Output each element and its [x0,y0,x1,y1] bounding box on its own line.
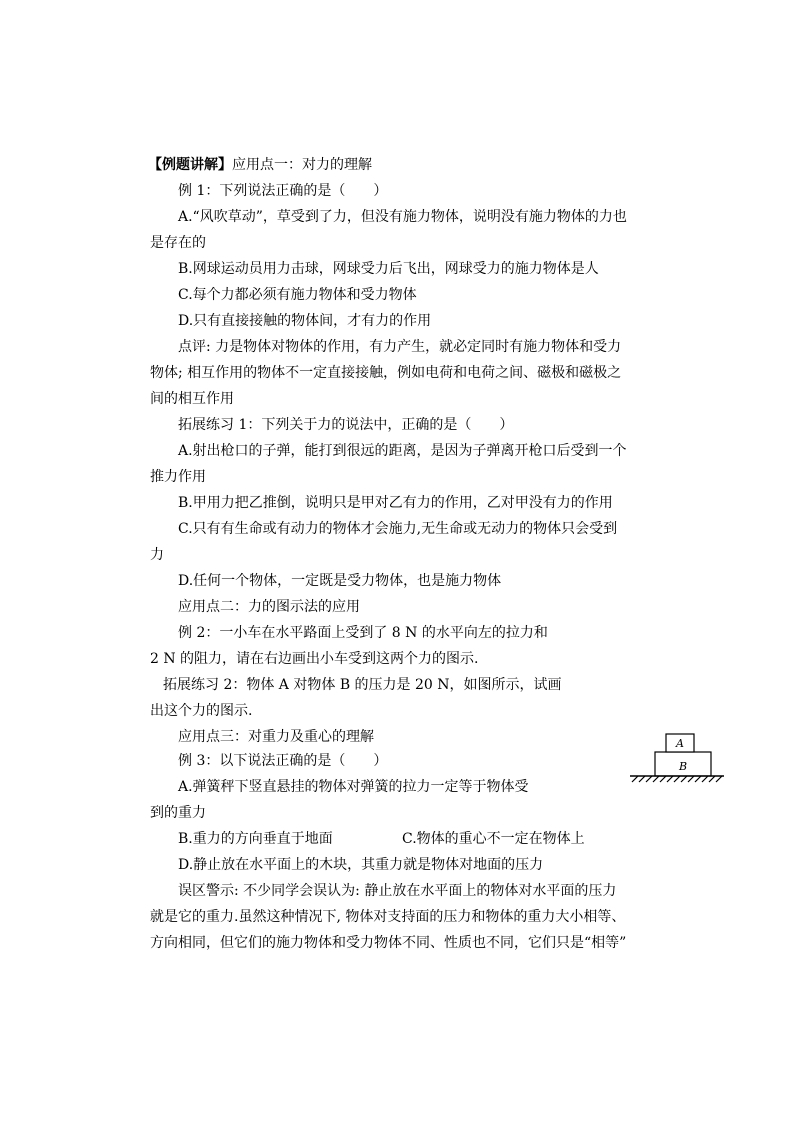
example-3-option-b: B.重力的方向垂直于地面 [178,831,333,847]
extension-1-option-c-cont: 力 [150,547,164,563]
block-figure [628,728,728,788]
section-header [148,156,372,174]
example-3-option-d: D.静止放在水平面上的木块，其重力就是物体对地面的压力 [178,857,544,873]
misconception-warning: 误区警示: 不少同学会误认为: 静止放在水平面上的物体对水平面的压力 [178,883,617,899]
extension-1-option-a-cont: 推力作用 [150,469,206,485]
misconception-warning-cont-2: 方向相同，但它们的施力物体和受力物体不同、性质也不同，它们只是“相等” [150,935,627,951]
example-3-question: 例 3：以下说法正确的是（ ） [178,753,388,769]
extension-1-question: 拓展练习 1：下列关于力的说法中，正确的是（ ） [178,417,514,433]
example-3-option-c: C.物体的重心不一定在物体上 [402,831,585,847]
block-b-label: B [678,760,688,773]
extension-1-option-a: A.射出枪口的子弹，能打到很远的距离，是因为子弹离开枪口后受到一个 [178,443,627,459]
example-1-comment-cont-1: 物体; 相互作用的物体不一定直接接触，例如电荷和电荷之间、磁极和磁极之 [150,365,622,381]
example-2-line-2: 2 N 的阻力，请在右边画出小车受到这两个力的图示. [150,651,479,667]
extension-2-line-2: 出这个力的图示. [150,703,253,719]
example-3-option-a: A.弹簧秤下竖直悬挂的物体对弹簧的拉力一定等于物体受 [178,779,529,795]
section-header-title: 应用点一：对力的理解 [232,157,372,173]
example-1-option-c: C.每个力都必须有施力物体和受力物体 [178,287,417,303]
application-3-title: 应用点三：对重力及重心的理解 [178,729,374,745]
example-1-comment-cont-2: 间的相互作用 [150,391,234,407]
application-2-title: 应用点二：力的图示法的应用 [178,599,360,615]
example-1-comment: 点评: 力是物体对物体的作用，有力产生，就必定同时有施力物体和受力 [178,339,622,355]
example-1-option-b: B.网球运动员用力击球，网球受力后飞出，网球受力的施力物体是人 [178,261,599,277]
example-1-option-a: A.“风吹草动”，草受到了力，但没有施力物体，说明没有施力物体的力也 [178,209,627,225]
example-1-option-d: D.只有直接接触的物体间，才有力的作用 [178,313,432,329]
extension-1-option-d: D.任何一个物体，一定既是受力物体，也是施力物体 [178,573,502,589]
example-1-option-a-cont: 是存在的 [150,235,206,251]
extension-1-option-c: C.只有有生命或有动力的物体才会施力,无生命或无动力的物体只会受到 [178,521,618,537]
extension-1-option-b: B.甲用力把乙推倒，说明只是甲对乙有力的作用，乙对甲没有力的作用 [178,495,613,511]
example-3-option-a-cont: 到的重力 [150,805,206,821]
example-2-line-1: 例 2：一小车在水平路面上受到了 8 N 的水平向左的拉力和 [178,625,548,641]
ground-hatch [632,776,722,782]
block-a-label: A [676,737,684,750]
example-1-question: 例 1：下列说法正确的是（ ） [178,183,388,199]
section-header-bold: 【例题讲解】 [148,157,232,173]
misconception-warning-cont-1: 就是它的重力.虽然这种情况下, 物体对支持面的压力和物体的重力大小相等、 [150,909,626,925]
extension-2-line-1: 拓展练习 2：物体 A 对物体 B 的压力是 20 N，如图所示，试画 [163,677,562,693]
